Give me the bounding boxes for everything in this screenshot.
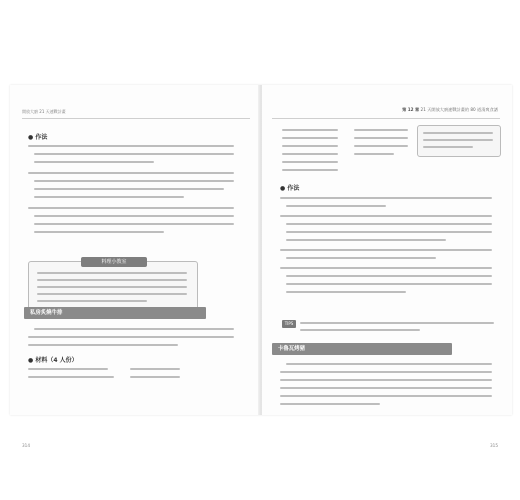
right-head-rule <box>272 118 500 119</box>
text-line <box>130 368 180 370</box>
text-line <box>34 215 234 217</box>
left-head-rule <box>22 118 250 119</box>
text-line <box>28 376 114 378</box>
text-line <box>280 371 492 373</box>
text-line <box>34 153 234 155</box>
left-page-number: 314 <box>22 443 30 448</box>
kitchen-tip-box <box>28 261 198 313</box>
text-line <box>28 344 178 346</box>
text-line <box>282 169 338 171</box>
text-line <box>286 239 446 241</box>
text-line <box>34 188 224 190</box>
text-line <box>28 172 234 174</box>
chapter-label: 第 12 章 <box>402 107 420 112</box>
text-line <box>286 363 492 365</box>
text-line <box>354 129 408 131</box>
text-line <box>280 267 492 269</box>
text-line <box>280 379 492 381</box>
text-line <box>28 207 234 209</box>
text-line <box>286 257 436 259</box>
text-line <box>28 336 234 338</box>
text-line <box>34 231 164 233</box>
text-line <box>280 197 492 199</box>
text-line <box>37 286 187 288</box>
text-line <box>130 376 180 378</box>
tips-badge: TIPS <box>282 320 296 328</box>
left-page <box>10 85 260 448</box>
text-line <box>300 322 494 324</box>
text-line <box>354 145 408 147</box>
text-line <box>354 153 394 155</box>
text-line <box>34 196 184 198</box>
text-line <box>286 231 492 233</box>
text-line <box>286 283 492 285</box>
text-line <box>286 205 386 207</box>
text-line <box>286 275 492 277</box>
tips-note <box>282 317 494 333</box>
text-line <box>423 146 473 148</box>
chapter-title: 21 天開放大廚速戰計畫的 80 道清爽食譜 <box>420 107 498 112</box>
text-line <box>423 132 493 134</box>
text-line <box>37 272 187 274</box>
text-line <box>37 279 187 281</box>
note-box <box>417 125 501 157</box>
text-line <box>34 223 234 225</box>
right-method-heading: ● 作法 <box>280 185 300 192</box>
text-line <box>280 215 492 217</box>
left-ingredients-heading: ● 材料（4 人份） <box>28 357 78 364</box>
text-line <box>34 161 154 163</box>
right-page <box>262 85 512 448</box>
right-running-head <box>402 107 498 113</box>
text-line <box>34 328 234 330</box>
text-line <box>34 180 234 182</box>
left-method-heading: ● 作法 <box>28 134 48 141</box>
book-spread <box>10 85 512 448</box>
text-line <box>280 387 492 389</box>
text-line <box>282 137 338 139</box>
text-line <box>286 223 492 225</box>
text-line <box>280 403 380 405</box>
text-line <box>300 329 420 331</box>
text-line <box>282 145 338 147</box>
text-line <box>37 300 147 302</box>
text-line <box>280 395 492 397</box>
text-line <box>280 249 492 251</box>
text-line <box>282 161 338 163</box>
text-line <box>28 145 234 147</box>
text-line <box>37 293 187 295</box>
left-section-heading: 私房炙燒牛排 <box>24 307 206 319</box>
text-line <box>282 153 338 155</box>
text-line <box>28 368 108 370</box>
left-running-head: 開放大廚 21 天速戰計畫 <box>22 109 66 114</box>
text-line <box>286 291 406 293</box>
text-line <box>423 139 493 141</box>
text-line <box>282 129 338 131</box>
text-line <box>354 137 408 139</box>
kitchen-tip-title: 料理小教室 <box>81 257 147 267</box>
right-section-heading: 卡魯瓦烤豬 <box>272 343 452 355</box>
right-page-number: 315 <box>490 443 498 448</box>
